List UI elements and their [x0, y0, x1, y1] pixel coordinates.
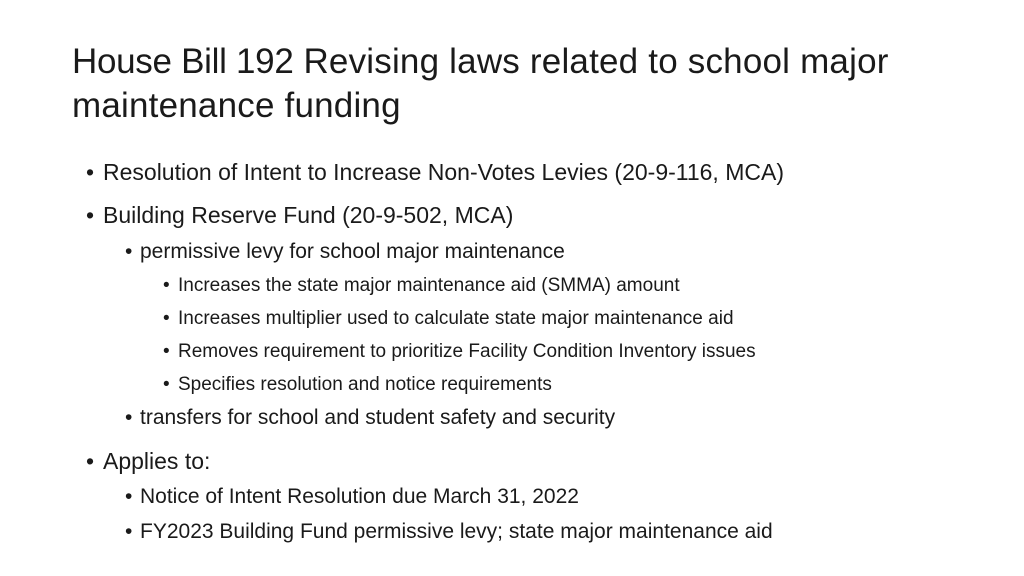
bullet-text: Notice of Intent Resolution due March 31, 2022: [140, 485, 579, 508]
bullet-dot: •: [125, 406, 133, 429]
bullet-text: Building Reserve Fund (20-9-502, MCA): [103, 202, 514, 228]
bullet-dot: •: [86, 159, 95, 185]
bullet-dot: •: [163, 275, 170, 296]
bullet-dot: •: [125, 520, 133, 543]
bullet-building-reserve-fund: [86, 200, 514, 230]
bullet-dot: •: [86, 448, 95, 474]
bullet-notice-of-intent: [125, 483, 579, 511]
bullet-dot: •: [163, 374, 170, 395]
bullet-text: Resolution of Intent to Increase Non-Votes Levies (20-9-116, MCA): [103, 159, 784, 185]
slide-title: [72, 40, 972, 128]
bullet-permissive-levy: [125, 238, 565, 266]
bullet-removes-requirement: [163, 339, 756, 365]
bullet-fy2023-levy: [125, 518, 773, 546]
bullet-resolution-of-intent: [86, 157, 784, 187]
bullet-text: Increases multiplier used to calculate state major maintenance aid: [178, 308, 734, 329]
bullet-dot: •: [86, 202, 95, 228]
bullet-text: Applies to:: [103, 448, 211, 474]
bullet-text: transfers for school and student safety and security: [140, 406, 616, 429]
bullet-applies-to: [86, 446, 211, 476]
bullet-increases-smma: [163, 273, 680, 299]
bullet-dot: •: [125, 240, 133, 263]
title-bill-number: House Bill 192: [72, 42, 294, 81]
bullet-dot: •: [163, 341, 170, 362]
bullet-text: Increases the state major maintenance aid (SMMA) amount: [178, 275, 680, 296]
bullet-text: FY2023 Building Fund permissive levy; state major maintenance aid: [140, 520, 773, 543]
bullet-increases-multiplier: [163, 306, 734, 332]
bullet-text: Specifies resolution and notice requirements: [178, 374, 552, 395]
bullet-text: Removes requirement to prioritize Facility Condition Inventory issues: [178, 341, 756, 362]
bullet-dot: •: [125, 485, 133, 508]
bullet-transfers-safety: [125, 404, 616, 432]
bullet-dot: •: [163, 308, 170, 329]
bullet-text: permissive levy for school major maintenance: [140, 240, 565, 263]
bullet-specifies-resolution: [163, 372, 552, 398]
title-description: Revising laws related to school major maintenance funding: [72, 42, 889, 125]
